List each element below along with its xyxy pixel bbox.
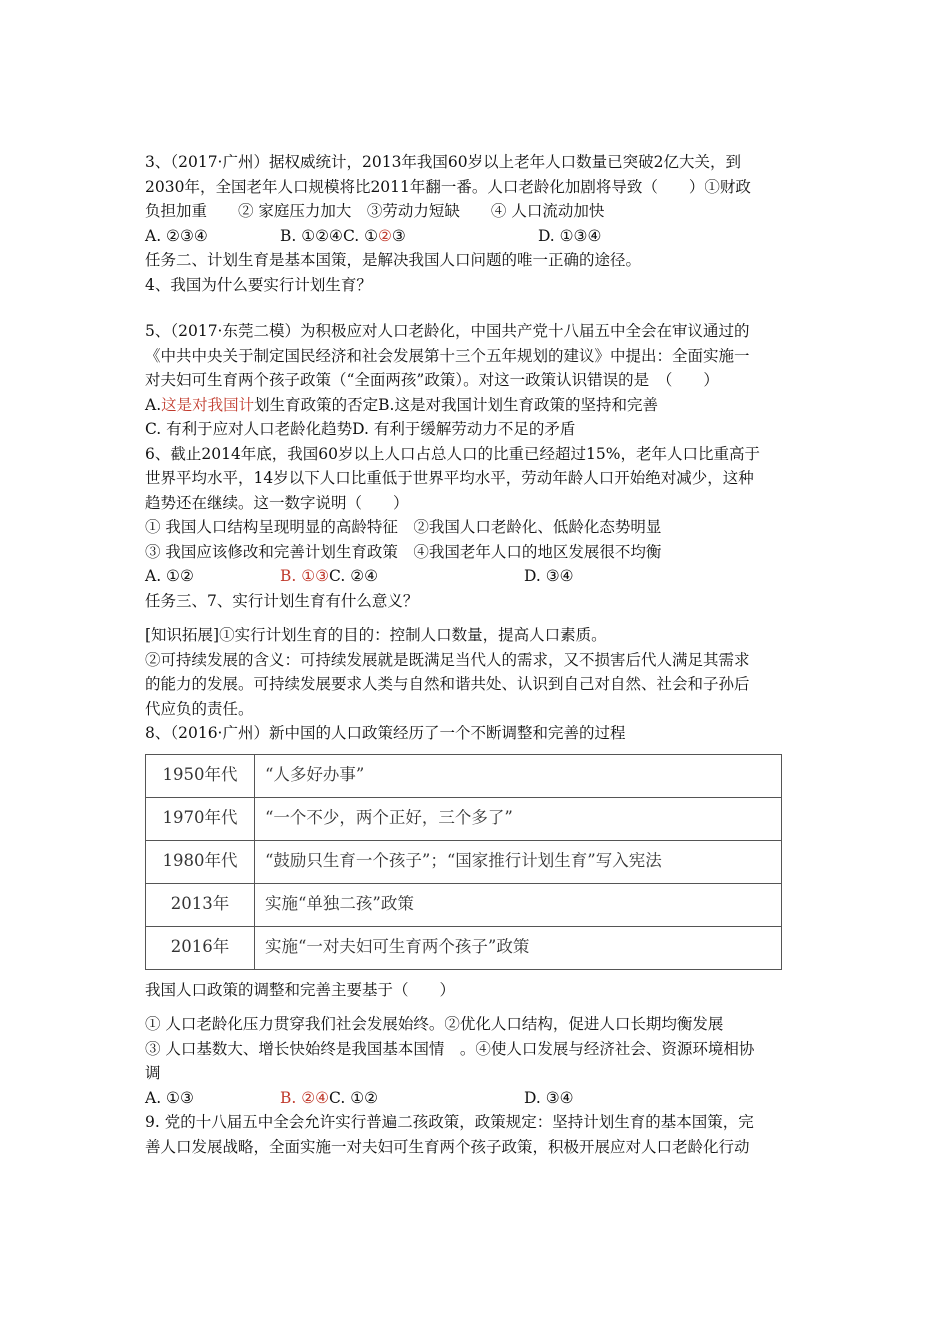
q8-statement: ① 人口老龄化压力贯穿我们社会发展始终。②优化人口结构，促进人口长期均衡发展 [145, 1015, 724, 1033]
table-row [146, 754, 782, 797]
table-cell-year: 1980年代 [146, 840, 255, 883]
table-cell-policy: “鼓励只生育一个孩子”；“国家推行计划生育”写入宪法 [255, 840, 782, 883]
q5-options-cd [145, 417, 810, 442]
q5-options-ab [145, 393, 810, 418]
table-row [146, 840, 782, 883]
q8-stem: 8、（2016·广州）新中国的人口政策经历了一个不断调整和完善的过程 [145, 724, 626, 742]
q6-option-b: B. ①③ [280, 567, 330, 585]
q5-option-c: C. 有利于应对人口老龄化趋势 [145, 420, 353, 438]
q3-option-c-highlight: ② [378, 226, 392, 245]
q3-options [145, 224, 810, 249]
q8-option-d: D. ③④ [524, 1088, 574, 1107]
q5-stem-line: 《中共中央关于制定国民经济和社会发展第十三个五年规划的建议》中提出：全面实施一 [145, 346, 750, 365]
q6-statement: ① 我国人口结构呈现明显的高龄特征 ②我国人口老龄化、低龄化态势明显 [145, 518, 662, 536]
q5-option-a-suffix: 划生育政策的否定 [254, 395, 379, 414]
q3-option-a: A. ②③④ [145, 226, 208, 245]
knowledge-extension-line: 代应负的责任。 [145, 699, 254, 718]
q3-option-c [343, 224, 538, 249]
table-cell-policy: “人多好办事” [255, 754, 782, 797]
q6-option-c: C. ②④ [329, 567, 378, 585]
q3-option-c-prefix: C. ① [342, 226, 378, 245]
table-cell-policy: 实施“单独二孩”政策 [255, 883, 782, 926]
q8-statement: 调 [145, 1064, 161, 1082]
task-two-heading: 任务二、计划生育是基本国策，是解决我国人口问题的唯一正确的途径。 [145, 251, 642, 269]
q6-option-a: A. ①② [145, 567, 194, 585]
q6-stem-line: 世界平均水平，14岁以下人口比重低于世界平均水平，劳动年龄人口开始绝对减少，这种 [145, 469, 754, 487]
q6-stem-line: 趋势还在继续。这一数字说明（ ） [145, 493, 409, 512]
q5-option-b: B.这是对我国计划生育政策的坚持和完善 [378, 395, 658, 414]
q5-stem-line: 5、（2017·东莞二模）为积极应对人口老龄化，中国共产党十八届五中全会在审议通过的 [145, 322, 750, 340]
q3-option-b: B. ①②④ [280, 226, 343, 245]
q3-option-d: D. ①③④ [537, 226, 602, 245]
q9-stem-line: 9. 党的十八届五中全会允许实行普遍二孩政策，政策规定：坚持计划生育的基本国策，完 [145, 1113, 754, 1131]
task-three-heading: 任务三、7、实行计划生育有什么意义？ [145, 591, 419, 610]
knowledge-extension-line: [知识拓展]①实行计划生育的目的：控制人口数量，提高人口素质。 [145, 626, 607, 644]
table-cell-year: 2016年 [146, 926, 255, 969]
q5-option-d: D. 有利于缓解劳动力不足的矛盾 [352, 420, 576, 438]
table-row [146, 797, 782, 840]
knowledge-extension-line: 的能力的发展。可持续发展要求人类与自然和谐共处、认识到自己对自然、社会和子孙后 [145, 675, 750, 693]
q5-option-a-prefix: A. [145, 395, 162, 414]
spacer [145, 1002, 810, 1012]
q6-statement: ③ 我国应该修改和完善计划生育政策 ④我国老年人口的地区发展很不均衡 [145, 542, 662, 561]
q3-stem-line: 2030年，全国老年人口规模将比2011年翻一番。人口老龄化加剧将导致（ ）①财政 [145, 177, 751, 196]
population-policy-table [145, 754, 782, 970]
q8-option-b: B. ②④ [280, 1088, 330, 1107]
table-row [146, 926, 782, 969]
q6-option-d: D. ③④ [524, 567, 574, 585]
table-cell-year: 1970年代 [146, 797, 255, 840]
q3-option-c-suffix: ③ [391, 226, 406, 245]
q3-stem-line: 3、（2017·广州）据权威统计，2013年我国60岁以上老年人口数量已突破2亿大关，到 [145, 153, 742, 171]
q8-statement: ③ 人口基数大、增长快始终是我国基本国情 。④使人口发展与经济社会、资源环境相协 [145, 1039, 755, 1058]
q4-question: 4、我国为什么要实行计划生育？ [145, 275, 372, 294]
q8-options [145, 1086, 810, 1111]
q6-stem-line: 6、截止2014年底，我国60岁以上人口占总人口的比重已经超过15%，老年人口比重高于 [145, 444, 760, 463]
table-cell-year: 1950年代 [146, 754, 255, 797]
table-cell-year: 2013年 [146, 883, 255, 926]
table-cell-policy: 实施“一对夫妇可生育两个孩子”政策 [255, 926, 782, 969]
q3-stem-line: 负担加重 ② 家庭压力加大 ③劳动力短缺 ④ 人口流动加快 [145, 202, 605, 220]
q5-stem-line: 对夫妇可生育两个孩子政策（“全面两孩”政策）。对这一政策认识错误的是 （ ） [145, 371, 719, 389]
q8-option-a: A. ①③ [145, 1088, 194, 1107]
table-cell-policy: “一个不少，两个正好，三个多了” [255, 797, 782, 840]
q9-stem-line: 善人口发展战略，全面实施一对夫妇可生育两个孩子政策，积极开展应对人口老龄化行动 [145, 1137, 750, 1156]
q8-question: 我国人口政策的调整和完善主要基于（ ） [145, 980, 456, 999]
q5-option-a-highlight: 这是对我国计 [161, 395, 255, 414]
spacer [145, 613, 810, 623]
table-row [146, 883, 782, 926]
spacer [145, 297, 810, 319]
q8-option-c: C. ①② [329, 1088, 378, 1107]
document-content [145, 150, 810, 1159]
q6-options [145, 564, 810, 589]
knowledge-extension-line: ②可持续发展的含义：可持续发展就是既满足当代人的需求，又不损害后代人满足其需求 [145, 650, 750, 669]
